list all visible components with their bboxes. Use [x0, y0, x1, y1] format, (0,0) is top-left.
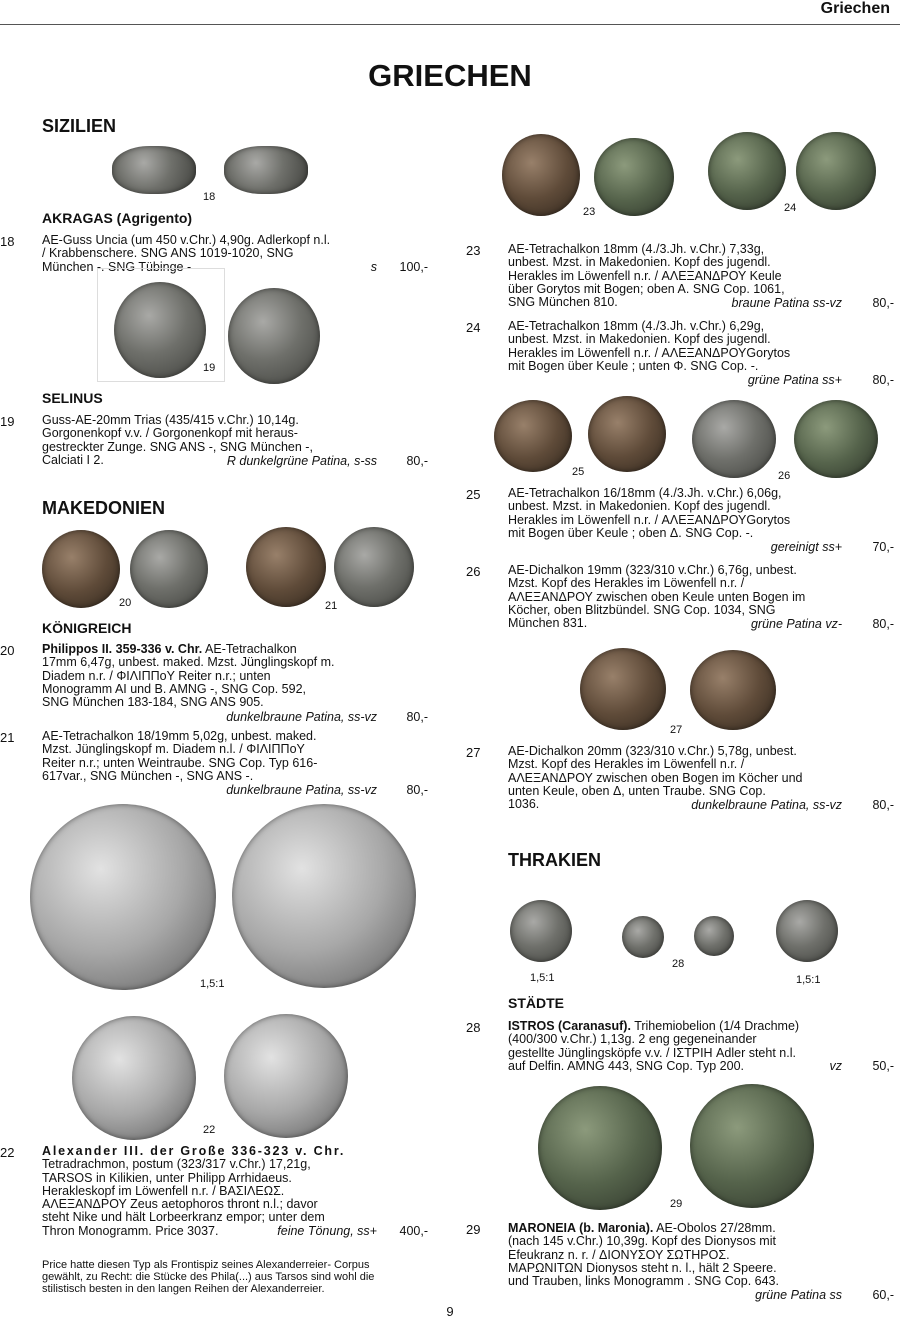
- lot-heading-29: MARONEIA (b. Maronia).: [508, 1221, 654, 1235]
- lot-price-28: 50,-: [872, 1059, 894, 1073]
- coin-image-26-obverse: [692, 400, 776, 478]
- coin-image-19-reverse: [228, 288, 320, 384]
- subsection-heading-koenigreich: KÖNIGREICH: [42, 620, 132, 636]
- lot-number: 22: [0, 1145, 15, 1160]
- header-rule: [0, 24, 900, 25]
- lot-heading-28: ISTROS (Caranasuf).: [508, 1019, 631, 1033]
- lot-condition-21: dunkelbraune Patina, ss-vz: [226, 783, 377, 797]
- lot-condition-19: R dunkelgrüne Patina, s-ss: [226, 454, 377, 468]
- lot-price-29: 60,-: [872, 1288, 894, 1302]
- coin-image-22-obverse-enlarged: [30, 804, 216, 990]
- lot-number: 27: [466, 745, 481, 760]
- lot-price-25: 70,-: [872, 540, 894, 554]
- coin-image-21-obverse: [246, 527, 326, 607]
- coin-image-24-reverse: [796, 132, 876, 210]
- lot-condition-27: dunkelbraune Patina, ss-vz: [691, 798, 842, 812]
- section-heading-makedonien: MAKEDONIEN: [42, 498, 166, 518]
- coin-image-22-reverse: [224, 1014, 348, 1138]
- coin-image-28-reverse: [694, 916, 734, 956]
- lot-description-18: AE-Guss Uncia (um 450 v.Chr.) 4,90g. Adlerkopf n.l. / Krabbenschere. SNG ANS 1019-1020, SNG München -. SNG Tübinge -: [42, 233, 331, 274]
- lot-price-23: 80,-: [872, 296, 894, 310]
- figure-number: 20: [119, 597, 132, 609]
- coin-image-22-obverse: [72, 1016, 196, 1140]
- lot-price-21: 80,-: [406, 783, 428, 797]
- scale-label: 1,5:1: [200, 978, 225, 990]
- lot-number: 19: [0, 414, 15, 429]
- lot-number: 23: [466, 243, 481, 258]
- lot-note-22: Price hatte diesen Typ als Frontispiz seines Alexanderreier- Corpus gewählt, zu Recht: die Stücke des Phila(...) aus Tarsos sind wohl die stilistisch besten in den langen Reihen der Alexanderreier.: [42, 1259, 375, 1295]
- figure-number: 23: [583, 206, 596, 218]
- subsection-heading-selinus: SELINUS: [42, 390, 103, 406]
- figure-number: 18: [203, 191, 216, 203]
- lot-description-24: AE-Tetrachalkon 18mm (4./3.Jh. v.Chr.) 6,29g, unbest. Mzst. in Makedonien. Kopf des jugendl. Herakles im Löwenfell n.r. / ΑΛΕΞΑΝΔΡΟΥGorytos mit Bogen über Keule ; unten Φ. SNG Cop. -.: [508, 319, 791, 373]
- figure-number: 21: [325, 600, 338, 612]
- coin-image-28-obverse: [622, 916, 664, 958]
- lot-number: 29: [466, 1222, 481, 1237]
- page-title: GRIECHEN: [368, 58, 532, 93]
- lot-number: 25: [466, 487, 481, 502]
- figure-number: 25: [572, 466, 585, 478]
- lot-price-18: 100,-: [399, 260, 428, 274]
- coin-image-28-reverse-enlarged: [776, 900, 838, 962]
- lot-condition-26: grüne Patina vz-: [750, 617, 842, 631]
- lot-description-29: MARONEIA (b. Maronia). AE-Obolos 27/28mm. (nach 145 v.Chr.) 10,39g. Kopf des Dionysos mit Efeukranz n. r. / ΔΙΟΝΥΣΟΥ ΣΩΤΗΡΟΣ. ΜΑΡΩΝΙΤΩΝ Dionysos steht n. l., hält 2 Speere. und Trauben, links Monogramm . SNG Cop. 643.: [508, 1221, 779, 1289]
- figure-number: 28: [672, 958, 685, 970]
- coin-image-27-reverse: [690, 650, 776, 730]
- coin-image-26-reverse: [794, 400, 878, 478]
- coin-image-29-obverse: [538, 1086, 662, 1210]
- coin-image-27-obverse: [580, 648, 666, 730]
- section-heading-sizilien: SIZILIEN: [42, 116, 117, 136]
- lot-description-23: AE-Tetrachalkon 18mm (4./3.Jh. v.Chr.) 7,33g, unbest. Mzst. in Makedonien. Kopf des jugendl. Herakles im Löwenfell n.r. / ΑΛΕΞΑΝΔΡΟΥ Keule über Gorytos mit Bogen; oben A. SNG Cop. 1061, SNG München 810.: [508, 242, 785, 310]
- figure-number: 27: [670, 724, 683, 736]
- coin-image-22-reverse-enlarged: [232, 804, 416, 988]
- coin-image-23-reverse: [594, 138, 674, 216]
- coin-image-25-reverse: [588, 396, 666, 472]
- lot-number: 18: [0, 234, 15, 249]
- lot-number: 21: [0, 730, 15, 745]
- lot-description-19: Guss-AE-20mm Trias (435/415 v.Chr.) 10,14g. Gorgonenkopf v.v. / Gorgonenkopf mit heraus- gestreckter Zunge. SNG ANS -, SNG München -, Calciati I 2.: [42, 413, 313, 467]
- lot-number: 24: [466, 320, 481, 335]
- coin-image-25-obverse: [494, 400, 572, 472]
- lot-price-19: 80,-: [406, 454, 428, 468]
- lot-number: 26: [466, 564, 481, 579]
- figure-number: 24: [784, 202, 797, 214]
- coin-image-19-obverse: [114, 282, 206, 378]
- coin-image-18-obverse: [112, 146, 196, 194]
- lot-description-25: AE-Tetrachalkon 16/18mm (4./3.Jh. v.Chr.) 6,06g, unbest. Mzst. in Makedonien. Kopf des jugendl. Herakles im Löwenfell n.r. / ΑΛΕΞΑΝΔΡΟΥGorytos mit Bogen über Keule ; oben Δ. SNG Cop. -.: [508, 486, 791, 540]
- coin-image-20-reverse: [130, 530, 208, 608]
- lot-condition-18: s: [370, 260, 377, 274]
- lot-price-26: 80,-: [872, 617, 894, 631]
- section-heading-thrakien: THRAKIEN: [508, 850, 601, 870]
- lot-description-20: Philippos II. 359-336 v. Chr. AE-Tetrachalkon 17mm 6,47g, unbest. maked. Mzst. Jünglingskopf m. Diadem n.r. / ΦΙΛΙΠΠοΥ Reiter n.r.; unten Monogramm AI und B. AMNG -, SNG Cop. 592, SNG München 183-184, SNG ANS 905.: [42, 642, 335, 710]
- lot-condition-20: dunkelbraune Patina, ss-vz: [226, 710, 377, 724]
- figure-number: 22: [203, 1124, 216, 1136]
- scale-label: 1,5:1: [530, 972, 555, 984]
- subsection-heading-akragas: AKRAGAS (Agrigento): [42, 210, 193, 226]
- lot-condition-23: braune Patina ss-vz: [731, 296, 842, 310]
- lot-description-28: ISTROS (Caranasuf). Trihemiobelion (1/4 Drachme) (400/300 v.Chr.) 1,13g. 2 eng gegeneinander gestellte Jünglingsköpfe v.v. / ΙΣΤΡΙΗ Adler steht n.l. auf Delfin. AMNG 443, SNG Cop. Typ 200.: [508, 1019, 800, 1073]
- coin-image-28-obverse-enlarged: [510, 900, 572, 962]
- lot-description-21: AE-Tetrachalkon 18/19mm 5,02g, unbest. maked. Mzst. Jünglingskopf m. Diadem n.l. / ΦΙΛΙΠΠοΥ Reiter n.r.; unten Weintraube. SNG Cop. Typ 616- 617var., SNG München -, SNG ANS -.: [42, 729, 318, 783]
- lot-number: 20: [0, 643, 15, 658]
- lot-description-22: Alexander III. der Große 336-323 v. Chr. Tetradrachmon, postum (323/317 v.Chr.) 17,21g, TARSOS in Kilikien, unter Philipp Arrhidaeus. Herakleskopf im Löwenfell n.r. / ΒΑΣΙΛΕΩΣ. ΑΛΕΞΑΝΔΡΟΥ Zeus aetophoros thront n.l.; davor steht Nike und hält Lorbeerkranz empor; unter dem Thron Monogramm. Price 3037.: [42, 1144, 346, 1238]
- running-header: Griechen: [820, 0, 890, 17]
- figure-number: 29: [670, 1198, 683, 1210]
- lot-price-20: 80,-: [406, 710, 428, 724]
- lot-condition-29: grüne Patina ss: [755, 1288, 842, 1302]
- coin-image-23-obverse: [502, 134, 580, 216]
- lot-condition-22: feine Tönung, ss+: [277, 1224, 377, 1238]
- coin-image-21-reverse: [334, 527, 414, 607]
- lot-price-22: 400,-: [399, 1224, 428, 1238]
- lot-condition-28: vz: [829, 1059, 842, 1073]
- coin-image-29-reverse: [690, 1084, 814, 1208]
- lot-description-27: AE-Dichalkon 20mm (323/310 v.Chr.) 5,78g, unbest. Mzst. Kopf des Herakles im Löwenfell n.r. / ΑΛΕΞΑΝΔΡΟΥ zwischen oben Bogen im Köcher und unten Keule, oben Δ, unten Traube. SNG Cop. 1036.: [508, 744, 803, 812]
- lot-heading-22: Alexander III. der Große 336-323 v. Chr.: [42, 1144, 346, 1158]
- figure-number: 26: [778, 470, 791, 482]
- lot-condition-25: gereinigt ss+: [770, 540, 842, 554]
- page-number: 9: [446, 1304, 454, 1319]
- lot-description-26: AE-Dichalkon 19mm (323/310 v.Chr.) 6,76g, unbest. Mzst. Kopf des Herakles im Löwenfell n.r. / ΑΛΕΞΑΝΔΡΟΥ zwischen oben Keule unten Bogen im Köcher, oben Blitzbündel. SNG Cop. 1034, SNG München 831.: [508, 563, 806, 631]
- subsection-heading-staedte: STÄDTE: [508, 995, 564, 1011]
- lot-price-24: 80,-: [872, 373, 894, 387]
- coin-image-18-reverse: [224, 146, 308, 194]
- lot-price-27: 80,-: [872, 798, 894, 812]
- scale-label: 1,5:1: [796, 974, 821, 986]
- figure-number: 19: [203, 362, 216, 374]
- coin-image-20-obverse: [42, 530, 120, 608]
- lot-condition-24: grüne Patina ss+: [747, 373, 842, 387]
- coin-image-24-obverse: [708, 132, 786, 210]
- lot-heading-20: Philippos II. 359-336 v. Chr.: [42, 642, 203, 656]
- lot-number: 28: [466, 1020, 481, 1035]
